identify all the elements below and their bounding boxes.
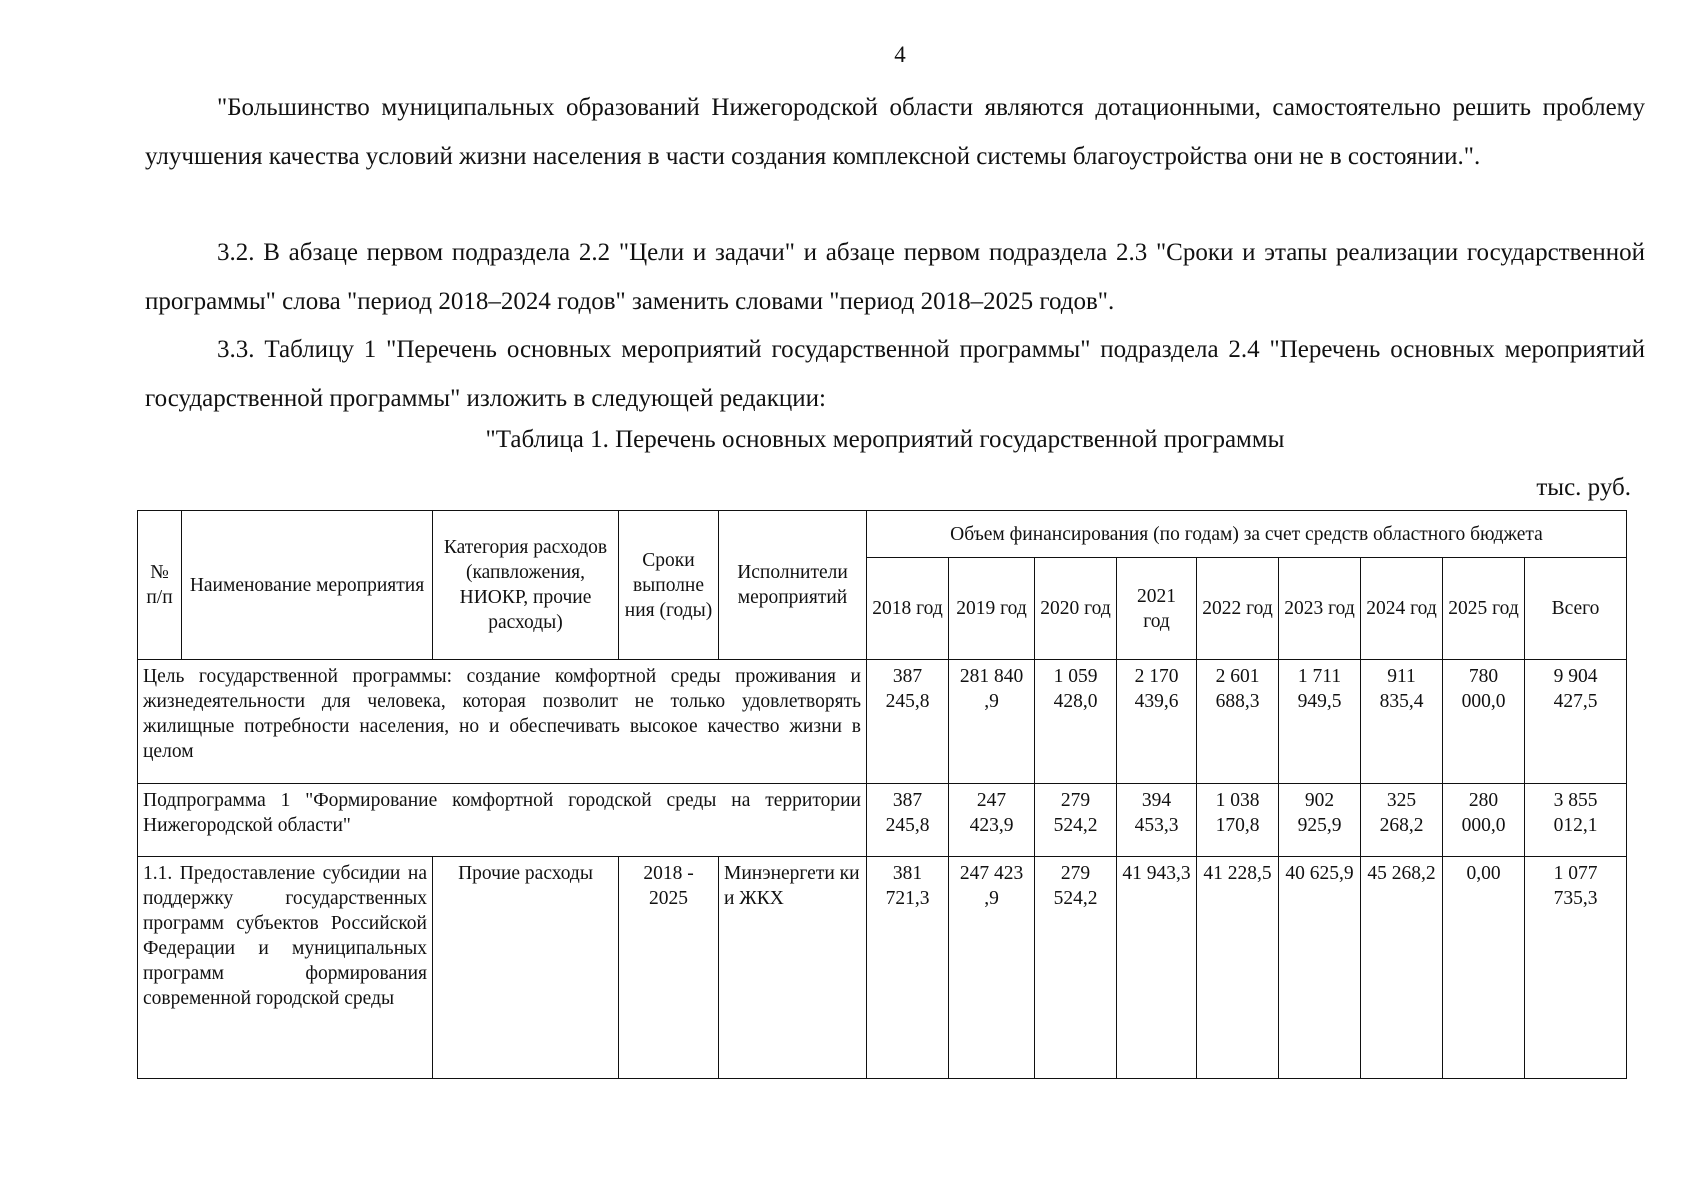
- subprogram-label: Подпрограмма 1 "Формирование комфортной городской среды на территории Нижегородской области": [138, 784, 867, 857]
- table-cell: 0,00: [1443, 857, 1525, 1079]
- table-cell: 1 077 735,3: [1525, 857, 1627, 1079]
- table-cell: 3 855 012,1: [1525, 784, 1627, 857]
- header-name: Наименование мероприятия: [182, 511, 433, 660]
- table-cell: 40 625,9: [1279, 857, 1361, 1079]
- header-year: 2024 год: [1361, 558, 1443, 660]
- table-cell: 41 943,3: [1117, 857, 1197, 1079]
- header-terms: Сроки выполне ния (годы): [619, 511, 719, 660]
- table-cell: 41 228,5: [1197, 857, 1279, 1079]
- activities-table: [137, 510, 1627, 1079]
- header-year: 2023 год: [1279, 558, 1361, 660]
- header-funding: Объем финансирования (по годам) за счет средств областного бюджета: [867, 511, 1627, 558]
- header-num: № п/п: [138, 511, 182, 660]
- unit-label: тыс. руб.: [1536, 474, 1631, 501]
- table-cell: 911 835,4: [1361, 660, 1443, 784]
- table-cell: 279 524,2: [1035, 857, 1117, 1079]
- table-cell: 1 038 170,8: [1197, 784, 1279, 857]
- paragraph-1-text: "Большинство муниципальных образований Нижегородской области являются дотационными, самостоятельно решить проблему улучшения качества условий жизни населения в части создания комплексной системы благоустройства они не в состоянии.".: [145, 94, 1645, 170]
- table-cell: 387 245,8: [867, 660, 949, 784]
- paragraph-3-text: 3.3. Таблицу 1 "Перечень основных мероприятий государственной программы" подраздела 2.4 "Перечень основных мероприятий государственной программы" изложить в следующей редакции:: [145, 336, 1645, 412]
- header-year: 2018 год: [867, 558, 949, 660]
- table-row-activity: [138, 857, 1627, 1079]
- header-year: 2019 год: [949, 558, 1035, 660]
- activity-name: 1.1. Предоставление субсидии на поддержку государственных программ субъектов Российской Федерации и муниципальных программ формирования современной городской среды: [138, 857, 433, 1079]
- paragraph-2: [145, 228, 1645, 326]
- activity-terms: 2018 - 2025: [619, 857, 719, 1079]
- table-cell: 381 721,3: [867, 857, 949, 1079]
- table-cell: 394 453,3: [1117, 784, 1197, 857]
- table-cell: 2 170 439,6: [1117, 660, 1197, 784]
- paragraph-1: [145, 83, 1645, 181]
- table-cell: 9 904 427,5: [1525, 660, 1627, 784]
- table-row-subprogram: [138, 784, 1627, 857]
- paragraph-3: [145, 325, 1645, 423]
- header-category: Категория расходов (капвложения, НИОКР, прочие расходы): [433, 511, 619, 660]
- table-cell: 387 245,8: [867, 784, 949, 857]
- page-number: 4: [894, 42, 906, 67]
- table-cell: 1 711 949,5: [1279, 660, 1361, 784]
- header-year: 2020 год: [1035, 558, 1117, 660]
- table-title: "Таблица 1. Перечень основных мероприятий государственной программы: [485, 426, 1285, 453]
- header-year: 2025 год: [1443, 558, 1525, 660]
- goal-label: Цель государственной программы: создание комфортной среды проживания и жизнедеятельности для человека, которая позволит не только удовлетворять жилищные потребности населения, но и обеспечивать высокое качество жизни в целом: [138, 660, 867, 784]
- activity-category: Прочие расходы: [433, 857, 619, 1079]
- header-row-1: [138, 511, 1627, 558]
- header-total: Всего: [1525, 558, 1627, 660]
- header-year: 2022 год: [1197, 558, 1279, 660]
- paragraph-2-text: 3.2. В абзаце первом подраздела 2.2 "Цели и задачи" и абзаце первом подраздела 2.3 "Сроки и этапы реализации государственной программы" слова "период 2018–2024 годов" заменить словами "период 2018–2025 годов".: [145, 239, 1645, 315]
- table-cell: 247 423 ,9: [949, 857, 1035, 1079]
- table-cell: 1 059 428,0: [1035, 660, 1117, 784]
- table-cell: 281 840 ,9: [949, 660, 1035, 784]
- table-cell: 780 000,0: [1443, 660, 1525, 784]
- table-cell: 247 423,9: [949, 784, 1035, 857]
- table-cell: 902 925,9: [1279, 784, 1361, 857]
- table-cell: 280 000,0: [1443, 784, 1525, 857]
- table-cell: 325 268,2: [1361, 784, 1443, 857]
- table-cell: 2 601 688,3: [1197, 660, 1279, 784]
- header-year: 2021 год: [1117, 558, 1197, 660]
- table-row-goal: [138, 660, 1627, 784]
- table-cell: 45 268,2: [1361, 857, 1443, 1079]
- header-executors: Исполнители мероприятий: [719, 511, 867, 660]
- table-cell: 279 524,2: [1035, 784, 1117, 857]
- activity-executors: Минэнергети ки и ЖКХ: [719, 857, 867, 1079]
